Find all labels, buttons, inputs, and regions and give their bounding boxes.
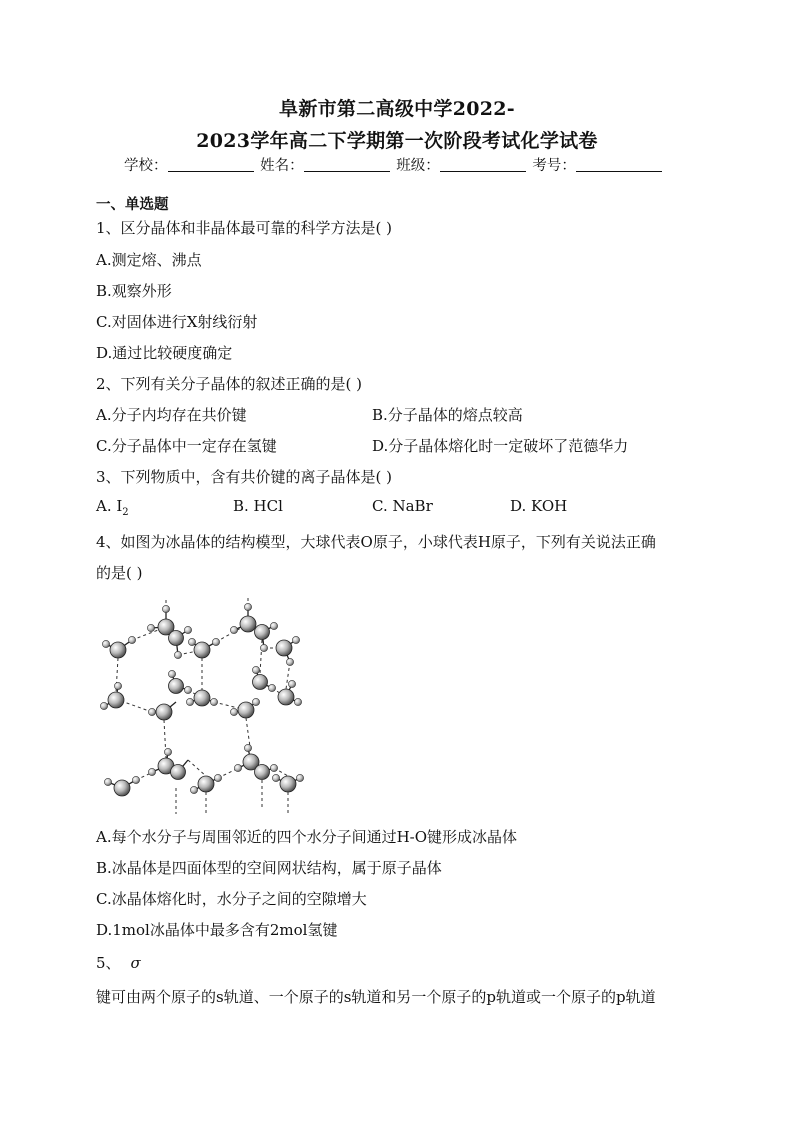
class-blank[interactable] xyxy=(440,157,526,172)
name-blank[interactable] xyxy=(304,157,390,172)
q4-stem-line1: 4、如图为冰晶体的结构模型，大球代表O原子，小球代表H原子，下列有关说法正确 xyxy=(96,533,656,551)
q3-option-a-text: A. I xyxy=(96,497,123,515)
class-label: 班级： xyxy=(396,158,440,174)
q2-option-a: A.分子内均存在共价键 xyxy=(96,406,247,424)
q1-option-d: D.通过比较硬度确定 xyxy=(96,344,233,362)
q2-stem: 2、下列有关分子晶体的叙述正确的是( ) xyxy=(96,375,363,393)
q3-option-a xyxy=(96,497,129,518)
number-blank[interactable] xyxy=(576,157,662,172)
q1-option-a: A.测定熔、沸点 xyxy=(96,251,202,269)
q3-option-c: C. NaBr xyxy=(372,497,433,515)
page-title-line1: 阜新市第二高级中学2022- xyxy=(279,98,515,120)
q4-option-a: A.每个水分子与周围邻近的四个水分子间通过H-O键形成冰晶体 xyxy=(96,828,518,846)
q4-option-d: D.1mol冰晶体中最多含有2mol氢键 xyxy=(96,921,338,939)
q4-stem-line2: 的是( ) xyxy=(96,564,143,582)
q3-option-b: B. HCl xyxy=(233,497,283,515)
q5-number: 5、 xyxy=(96,954,121,972)
q3-stem: 3、下列物质中，含有共价键的离子晶体是( ) xyxy=(96,468,393,486)
oxygen-atoms xyxy=(108,616,296,796)
q2-option-c: C.分子晶体中一定存在氢键 xyxy=(96,437,277,455)
q4-option-b: B.冰晶体是四面体型的空间网状结构，属于原子晶体 xyxy=(96,859,442,877)
page-title-line2: 2023学年高二下学期第一次阶段考试化学试卷 xyxy=(196,130,598,152)
q4-option-c: C.冰晶体熔化时，水分子之间的空隙增大 xyxy=(96,890,367,908)
school-label: 学校： xyxy=(124,158,168,174)
q3-option-a-subscript: 2 xyxy=(122,507,129,518)
q1-option-c: C.对固体进行X射线衍射 xyxy=(96,313,258,331)
q5-stem-line1 xyxy=(96,952,141,973)
q1-option-b: B.观察外形 xyxy=(96,282,172,300)
q2-option-d: D.分子晶体熔化时一定破坏了范德华力 xyxy=(372,437,629,455)
section-heading: 一、单选题 xyxy=(96,196,169,213)
ice-crystal-structure-figure xyxy=(96,592,316,817)
number-label: 考号： xyxy=(532,158,576,174)
q5-stem-line2: 键可由两个原子的s轨道、一个原子的s轨道和另一个原子的p轨道或一个原子的p轨道 xyxy=(96,988,656,1006)
q3-option-d: D. KOH xyxy=(510,497,568,515)
q2-option-b: B.分子晶体的熔点较高 xyxy=(372,406,523,424)
q1-stem: 1、区分晶体和非晶体最可靠的科学方法是( ) xyxy=(96,219,393,237)
student-info xyxy=(124,154,664,175)
sigma-symbol: σ xyxy=(130,954,141,972)
school-blank[interactable] xyxy=(168,157,254,172)
name-label: 姓名： xyxy=(260,158,304,174)
